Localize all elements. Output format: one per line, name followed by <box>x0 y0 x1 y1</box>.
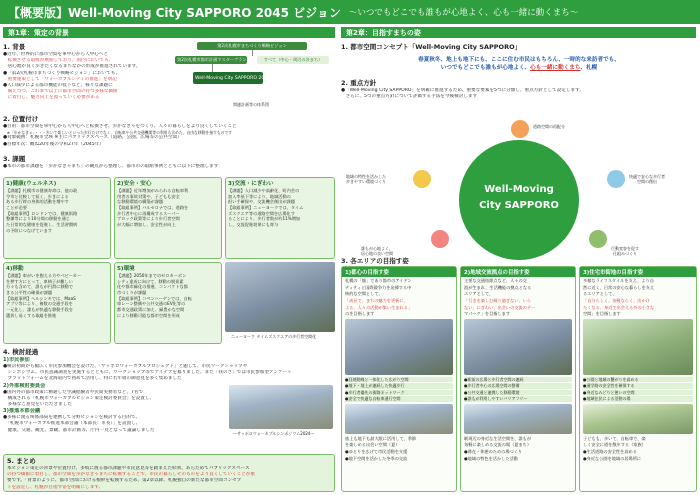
background-line: に着目し、魅力向上を図っていく必要がある <box>3 95 100 101</box>
goal-point: ●歩行者中心の広場空間の整備 <box>464 383 572 388</box>
issue-line: た日常的な健康を促進し、生活習慣病 <box>6 222 78 228</box>
goal-line: ●生活道路の安全性を高める <box>583 448 637 454</box>
study-line: 構成される「札幌市ウォーカブルビジョン策定検討委員会」を設置し、 <box>3 395 155 401</box>
background-line: 重要施策として「ウォーカブルシティの推進」を明記 <box>3 76 117 82</box>
goal-point: ●回遊動線と一体化した広がり空間 <box>345 377 453 382</box>
goal-card-residential <box>579 266 697 492</box>
position-heading: 2. 位置付け <box>3 115 39 123</box>
goal-line: 旅上も地下も最大限に活用して、季節 <box>345 435 417 441</box>
issues-heading: 3. 課題 <box>3 155 26 163</box>
goal-line: ●身近な公園を地域の居場所に <box>583 455 642 461</box>
goal-line: 然に近く、日常の安心な暮らしを支え <box>583 284 655 290</box>
position-line: ●目標年次：概ね20年後の令和27年（2045年） <box>3 141 104 147</box>
policy-line: さらに、5つの重点方針について評価する手法を今後検討します <box>341 94 478 100</box>
goal-line: 流が生まれ、生活機能の拠点となる <box>464 284 532 290</box>
issue-line: シティ達成に向けて、移動の脱炭素 <box>117 278 184 284</box>
plan-hierarchy-diagram <box>173 42 331 110</box>
background-line: 転換させる取組が展開しており、国内においても、 <box>3 58 114 64</box>
issues-intro: ●本市の都市課題を「歩かなきゃまち」の観点から整理し、都市市の取組事例とともに以下に整理します <box>3 164 219 169</box>
issue-line: 【課題】札幌市の健康寿命は、他の政 <box>6 188 78 193</box>
issues-heading-block <box>3 152 335 170</box>
issue-line: を押す方にとって、車椅子が難しい <box>6 278 73 284</box>
position-line: ※「歩かなきゃ」・・・歩いて楽しいといった歩行だけでなく、自転車や公共交通機関等の利用も含めた、自由な移動を指すものです <box>3 130 233 136</box>
issue-line: 整備等により10分間の移動を通じ <box>6 216 70 222</box>
study-line: プラットフォームを北海道内で初めて活用し、特に若年層の御意見を多く集めました <box>3 376 182 382</box>
issue-line: 歩行者中心に再構成するスーパー <box>117 210 180 216</box>
issue-line: が大幅に増加し、安全性が向上 <box>117 222 176 228</box>
diagram-caption: 関連計画等の体系図 <box>233 102 269 107</box>
goal-image-residential <box>583 319 693 375</box>
goal-image-residential-2 <box>583 404 693 434</box>
issue-line: ことが必要 <box>6 205 27 211</box>
concept-line2-b: 心も一緒に動くまち <box>530 65 581 72</box>
issue-line: 用者の事故対策や、子どもも安全 <box>117 193 180 199</box>
issue-line: 【取組事例】ロンドンでは、健康街路 <box>6 210 78 216</box>
issue-line: により移動可能な都市空間を形成 <box>117 312 180 318</box>
goal-line: ●地域の特色を活かした活動 <box>464 455 518 461</box>
goal-line: ●ゆとりを広げて市民活動を支援 <box>345 448 408 454</box>
policy-label-3: 快適で安心な歩行者 空間の創出 <box>629 174 665 185</box>
position-section <box>3 112 335 148</box>
issue-line: 化や都市緑化の推進、コンパクトな都 <box>117 284 188 290</box>
summary-box <box>3 454 335 492</box>
goal-point: ●地下・地上が連続した快適歩行 <box>345 383 453 388</box>
goal-title: 3)住宅市街地の目指す姿 <box>580 267 696 277</box>
issue-line: 【取組事例】コペンハーゲンでは、自転 <box>117 295 192 301</box>
goal-line: 「成長で、まちの魅力を更新に、 <box>345 298 408 304</box>
diagram-box-left: 第2次札幌市都市計画マスタープラン <box>177 57 247 62</box>
diagram-connector <box>252 50 253 56</box>
goal-line: ティティと国際競争力を発揮する中 <box>345 284 412 290</box>
logo-line2: City SAPPORO <box>479 200 559 211</box>
position-line: ●目的：都市空間を車中心から人中心へと転換させ、歩かなきゃをつくり、人々の暮らしをより良くしていくこと <box>3 124 237 129</box>
goal-line: のを目指します <box>345 311 375 317</box>
goal-image-local-hub-2 <box>464 404 572 434</box>
issue-line: 加入率低下等により、地域活動の <box>228 193 291 199</box>
goal-point: ●公共交通と連携した移動環境 <box>464 390 572 395</box>
concept-line2 <box>341 64 697 72</box>
study-line: 「札幌市ウォーカブル推進本部会議（本部長：市長）」を設置し、 <box>3 421 141 427</box>
concept-heading: 1. 都市空間コンセプト「Well-Moving City SAPPORO」 <box>341 43 522 51</box>
goal-point: ●誰もが利用しやすいバリアフリー <box>464 396 572 401</box>
goal-line: ●地下空間を活かした冬季の交流 <box>345 455 408 461</box>
goal-line: 札幌の「顔」であり都市のアイデン <box>345 278 412 283</box>
goal-card-local-hub <box>460 266 576 492</box>
study-line: 健康、交通、観光、景観、都市計画等、庁内一丸となって議論しました <box>3 427 155 433</box>
policy-label-2: 道路空間の再配分 <box>533 124 565 129</box>
issue-line: な移動環境の構築が課題 <box>117 199 164 205</box>
issue-line: ズスクエア等の道路空間を広場化す <box>228 210 295 216</box>
photo-caption: ニューヨーク タイムズスクエアの歩行者空間化 <box>231 334 317 339</box>
goal-line: 「自分らしく、気軽ならく、出かけ <box>583 298 650 304</box>
goal-line: マパーク」を目指します <box>464 311 511 317</box>
diagram-box-top: 第2次札幌市まちづくり戦略ビジョン <box>197 42 307 50</box>
issue-line: 【課題】車がいを抱える方やベビーカー <box>6 273 82 278</box>
goal-line: 子どもも、歩いて、自転車で、楽 <box>583 435 646 441</box>
issue-line: 【課題】近年増加がみられる自転車利 <box>117 188 189 193</box>
chapter2-section <box>341 40 697 492</box>
goal-line: 気軽に楽しめる交流の場（夏まち） <box>464 442 532 448</box>
chapter1-section <box>3 40 335 492</box>
issue-line: し、交流促進効果にも寄与 <box>228 222 279 228</box>
issue-line: 一元化し、誰もが快適な移動手段を <box>6 307 74 313</box>
summary-line: 要です。「背景のように、都市空間における根幹を転換するため、第2章以降、札幌独自の新たな都市空間コンセプ <box>7 478 242 484</box>
issue-line: アプリ等により、複数の交通手段を <box>6 301 73 307</box>
policy-label-5: 行動変容を促す 仕組みづくり <box>611 246 639 257</box>
goal-image-local-hub <box>464 319 572 375</box>
background-line: ●人口減少による都市機能の低下など、様々な課題に <box>3 82 113 88</box>
symposium-caption: ～サッポロウォーカブルシンポジウム2024～ <box>233 431 315 436</box>
concept-line2-c: 、札幌 <box>580 65 598 72</box>
issue-line: 車レーン整備や公共交通のEV化等の <box>117 301 186 307</box>
goal-line: 核的な空間として、 <box>345 291 383 297</box>
issue-title: 1)健康(ウェルネス) <box>6 181 57 187</box>
goal-line: ない」にぎわい、出会いの交流のテー <box>464 304 536 310</box>
goal-line: ●滞在・休憩のための場づくり <box>464 448 523 454</box>
goal-card-city-center <box>341 266 457 492</box>
issue-line: 【取組事例】ヘルシンキでは、MaaS <box>6 295 76 301</box>
issue-line: 令市と比較して短く、歩きによる <box>6 193 69 199</box>
goal-image-city-center-2 <box>345 404 453 434</box>
goal-line: 多様なライフスタイルを支え、より自 <box>583 278 654 283</box>
background-heading: 1. 背景 <box>3 43 26 51</box>
goal-line: エリアとして、 <box>464 291 494 297</box>
study-line: シンポジウム、市民意識調査を実施するとともに、ワークショップ等でアイデアを募りました。また「我のさ」では市民参加型アンケート <box>3 370 292 376</box>
goal-line: るエリアとして、 <box>583 291 617 297</box>
goal-title: 2)地域交流拠点の目指す姿 <box>461 267 575 277</box>
diagram-box-vision: Well-Moving City SAPPORO 2045 ビジョン <box>193 72 263 84</box>
goal-line: を楽しめる出会い空間（夏） <box>345 442 400 448</box>
issue-card-environment <box>114 262 222 344</box>
issue-card-health <box>3 177 111 259</box>
policy-line: ●「Well-Moving City SAPPORO」を明確に推進するため、重要な要素を5つに分類し、重点方針として設定します。 <box>341 88 584 94</box>
issue-title: 5)環境 <box>117 266 135 272</box>
issue-line: ることにより、歩行者数が約11%増加 <box>228 216 301 222</box>
study-line: 多様なご意見をいただきました <box>3 401 72 407</box>
satellite-figure <box>589 230 607 248</box>
goal-point: ●公園と地域の繋がりを高める <box>583 377 693 382</box>
goal-point: ●身近なみどりと憩いの空間 <box>583 390 693 395</box>
satellite-figure <box>413 170 431 188</box>
issue-card-safety <box>114 177 222 259</box>
goal-line: 主要な交通結節点など、人々の交 <box>464 278 527 283</box>
study-sub2: 2)外部検討委員会 <box>3 382 46 389</box>
issue-line: 方々も含めて、誰もが円滑に移動で <box>6 284 73 290</box>
issue-line: 【取組事例】ニューヨークでは、タイム <box>228 205 304 211</box>
goal-point: ●駅前の広場と歩行者空間の連続 <box>464 377 572 382</box>
diagram-box-right: すべて（中心・周辺の各まち） <box>257 56 329 64</box>
satellite-figure <box>607 170 625 188</box>
satellite-figure <box>431 230 449 248</box>
times-square-photo <box>225 262 335 332</box>
issue-line: 市づくりが課題 <box>117 290 147 296</box>
goal-line: しく安全に道を散歩する（家族） <box>583 442 646 448</box>
issue-line: の予防につなげています <box>6 227 52 233</box>
study-sub1: 1)市民参加 <box>3 357 30 363</box>
background-line: ●「第2次札幌市まちづくり戦略ビジョン」においても、 <box>3 70 121 76</box>
issue-card-interaction <box>225 177 335 259</box>
issue-title: 2)安全・安心 <box>117 181 152 187</box>
issue-line: きる公平性の確保が課題 <box>6 290 53 296</box>
study-line: ●検討初期から幅広く市民参加機会を設けた、「サッポロウォーカブルプロジェクト」と題して、市民ワークショップや <box>3 364 248 370</box>
goal-line: よる、人々の活動が集い生まれる」 <box>345 304 413 310</box>
goal-title: 1)都心の目指す姿 <box>342 267 456 277</box>
goal-point: ●歩行者優先の街路ネットワーク <box>345 390 453 395</box>
issue-line: 【課題】人口減少や高齢化、町内会の <box>228 188 300 193</box>
background-section <box>3 42 171 102</box>
policy-label-4: 誰もが心地よく、 居心地の良い空間 <box>361 246 393 257</box>
issue-line: 都市交通政策に加え、緑豊かな空間 <box>117 307 185 313</box>
position-line: ●対象範囲：札幌市全域 ※主にパブリックスペース（道路、公園、広場等の公共空間） <box>3 135 182 141</box>
policy-section <box>341 78 697 100</box>
goal-line: 空間」を目指します <box>583 311 621 317</box>
goal-point: ●地域住民による活動の場 <box>583 396 693 401</box>
background-line: ●近年、世界的に都市空間を車中心から人中心へと <box>3 52 109 57</box>
page-subtitle: ～いつでもどこでも誰もが心地よく、心も一緒に動くまち～ <box>348 8 579 18</box>
issue-line: ある歩行時の身体的活動を増やす <box>6 199 69 205</box>
summary-line: の持つ価値に着目し、都市空間を歩かなきゃまちに転換することで、市民の暮らしそのものをより良くしていくことが重 <box>7 472 255 478</box>
background-line: 居心地が良く歩きたくなるまちなかの形成が推進されています。 <box>3 64 141 70</box>
goal-line: 駅周辺の身近な生活空間を、誰もが <box>464 435 532 441</box>
logo-line1: Well-Moving <box>484 184 554 195</box>
issue-line: 担い手確保や、交流機会創出が課題 <box>228 199 295 205</box>
issue-title: 3)交流・にぎわい <box>228 181 274 187</box>
concept-statement <box>341 56 697 72</box>
summary-line: 本ビジョン策定の背景や位置付け、多岐に渡る都市課題や市民意見等を踏まえた結果、あらためてパブリックスペース <box>7 466 250 471</box>
study-line: ●多様に渡る関係部局を連携して分野ビジョンを検討する目的で、 <box>3 415 141 421</box>
concept-line1: 春夏秋冬、地上も地下にも、ここに住む市民はもちろん、一時的な来訪者でも、 <box>418 57 620 63</box>
issue-card-mobility <box>3 262 111 344</box>
summary-line: トを設定し、札幌が目指す姿を明確にします。 <box>7 484 104 490</box>
study-line: ●国内外の都市政策に精通した学識経験者や民間実務者など、7名で <box>3 389 144 395</box>
chapter1-label: 第1章：策定の背景 <box>3 27 335 38</box>
chapter2-label: 第2章：目指すまちの姿 <box>341 27 696 38</box>
well-moving-logo <box>459 140 579 260</box>
page-title: 【概要版】Well-Moving City SAPPORO 2045 ビジョン <box>8 5 341 20</box>
study-sub3: 3)推進本部会議 <box>3 408 41 415</box>
study-heading: 4. 検討経過 <box>3 348 39 356</box>
background-line: 備えつつ、これまで以上に都市空間の持つ多様な価値 <box>3 89 118 95</box>
goal-point: ●安全で快適な自転車通行空間 <box>345 396 453 401</box>
page-header <box>0 0 700 24</box>
goal-image-city-center <box>345 319 453 375</box>
summary-heading: 5. まとめ <box>7 457 36 465</box>
issue-line: 【課題】2050年までのゼロカーボン <box>117 273 187 278</box>
issue-line: 【取組事例】バルセロナでは、道路を <box>117 205 189 211</box>
concept-line2-a: いつでもどこでも誰もが心地よく、 <box>440 65 531 72</box>
diagram-connector <box>212 64 213 72</box>
goal-point: ●通学路の安全性を確保する <box>583 383 693 388</box>
goal-line: 「行きを楽しむ縁り過ぎない、いら <box>464 298 532 304</box>
issue-line: 選択し易くする取組を推進 <box>6 312 57 318</box>
issue-line: ブロック政策等により歩行者空間 <box>117 216 180 222</box>
symposium-photo <box>229 385 333 429</box>
satellite-figure <box>511 120 529 138</box>
issue-title: 4)移動 <box>6 266 24 272</box>
goal-line: たくなる、身近で出会える外の小さな <box>583 304 655 310</box>
policy-heading: 2. 重点方針 <box>341 79 377 88</box>
policy-label-1: 地域の特性を活かした 歩きやすい環境づくり <box>346 174 386 185</box>
goals-heading: 3. 各エリアの目指す姿 <box>341 257 409 265</box>
